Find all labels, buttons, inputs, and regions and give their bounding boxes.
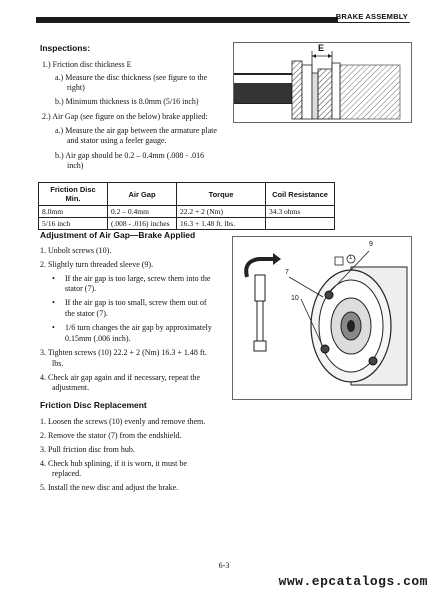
adjustment-heading: Adjustment of Air Gap—Brake Applied <box>40 230 196 240</box>
replacement-step-2: 2. Remove the stator (7) from the endshield. <box>40 431 182 440</box>
disc-thickness-drawing <box>234 43 411 122</box>
table-cell <box>266 218 335 230</box>
adjustment-step-3-cont: lbs. <box>52 359 64 368</box>
adjustment-bullet-1: If the air gap is too large, screw them into the <box>65 274 211 283</box>
brake-assembly-drawing <box>233 237 411 399</box>
label-10: 10 <box>291 295 299 302</box>
inspection-item-1b: b.) Minimum thickness is 8.0mm (5/16 inch) <box>55 97 199 106</box>
table-cell: 34.3 ohms <box>266 206 335 218</box>
adjustment-step-4: 4. Check air gap again and if necessary, repeat the <box>40 373 201 382</box>
adjustment-bullet-2-cont: the stator (7). <box>65 309 108 318</box>
table-cell: (.008 - .016) inches <box>108 218 177 230</box>
header-rule <box>36 22 410 23</box>
inspection-item-1a-cont: right) <box>67 83 85 92</box>
replacement-heading: Friction Disc Replacement <box>40 400 147 410</box>
brake-assembly-figure <box>232 236 412 400</box>
inspection-item-2b-cont: inch) <box>67 161 84 170</box>
spec-table <box>38 182 335 230</box>
page-number: 6-3 <box>218 561 230 570</box>
spec-table-header-row <box>39 183 335 206</box>
watermark: www.epcatalogs.com <box>278 574 428 589</box>
label-1: 1 <box>349 255 353 261</box>
table-cell: 5/16 inch <box>39 218 108 230</box>
replacement-step-5: 5. Install the new disc and adjust the brake. <box>40 483 179 492</box>
adjustment-bullet-3-cont: 0.15mm (.006 inch). <box>65 334 131 343</box>
adjustment-step-2: 2. Slightly turn threaded sleeve (9). <box>40 260 154 269</box>
header-title: BRAKE ASSEMBLY <box>335 12 408 21</box>
inspection-item-2b: b.) Air gap should be 0.2 – 0.4mm (.008 - .016 <box>55 151 205 160</box>
col-header: Coil Resistance <box>266 183 335 206</box>
replacement-step-4: 4. Check hub splining, if it is worn, it must be <box>40 459 187 468</box>
inspection-item-2: 2.) Air Gap (see figure on the below) brake applied: <box>42 112 208 121</box>
table-row <box>39 218 335 230</box>
table-cell: 22.2 + 2 (Nm) <box>177 206 266 218</box>
adjustment-bullet-1-cont: stator (7). <box>65 284 97 293</box>
label-e: E <box>318 43 325 53</box>
table-cell: 8.0mm <box>39 206 108 218</box>
col-header: Air Gap <box>108 183 177 206</box>
bullet-icon: • <box>52 274 55 283</box>
adjustment-step-3: 3. Tighten screws (10) 22.2 + 2 (Nm) 16.3 + 1.48 ft. <box>40 348 207 357</box>
spec-table-wrapper <box>38 182 335 230</box>
replacement-step-1: 1. Loosen the screws (10) evenly and remove them. <box>40 417 206 426</box>
inspection-item-2a-cont: and stator using a feeler gauge. <box>67 136 167 145</box>
bullet-icon: • <box>52 298 55 307</box>
replacement-step-3: 3. Pull friction disc from hub. <box>40 445 135 454</box>
adjustment-step-1: 1. Unbolt screws (10). <box>40 246 112 255</box>
table-row <box>39 206 335 218</box>
table-cell: 0.2 – 0.4mm <box>108 206 177 218</box>
col-header: Torque <box>177 183 266 206</box>
inspection-item-1: 1.) Friction disc thickness E <box>42 60 132 69</box>
adjustment-step-4-cont: adjustment. <box>52 383 90 392</box>
inspections-heading: Inspections: <box>40 43 91 53</box>
table-cell: 16.3 + 1.48 ft. lbs. <box>177 218 266 230</box>
inspection-item-2a: a.) Measure the air gap between the armature plate <box>55 126 217 135</box>
label-9: 9 <box>369 241 373 248</box>
label-7: 7 <box>285 269 289 276</box>
bullet-icon: • <box>52 323 55 332</box>
adjustment-bullet-3: 1/6 turn changes the air gap by approximately <box>65 323 212 332</box>
inspection-item-1a: a.) Measure the disc thickness (see figure to the <box>55 73 208 82</box>
adjustment-bullet-2: If the air gap is too small, screw them out of <box>65 298 207 307</box>
col-header: Friction Disc Min. <box>39 183 108 206</box>
replacement-step-4-cont: replaced. <box>52 469 82 478</box>
disc-thickness-figure <box>233 42 412 123</box>
